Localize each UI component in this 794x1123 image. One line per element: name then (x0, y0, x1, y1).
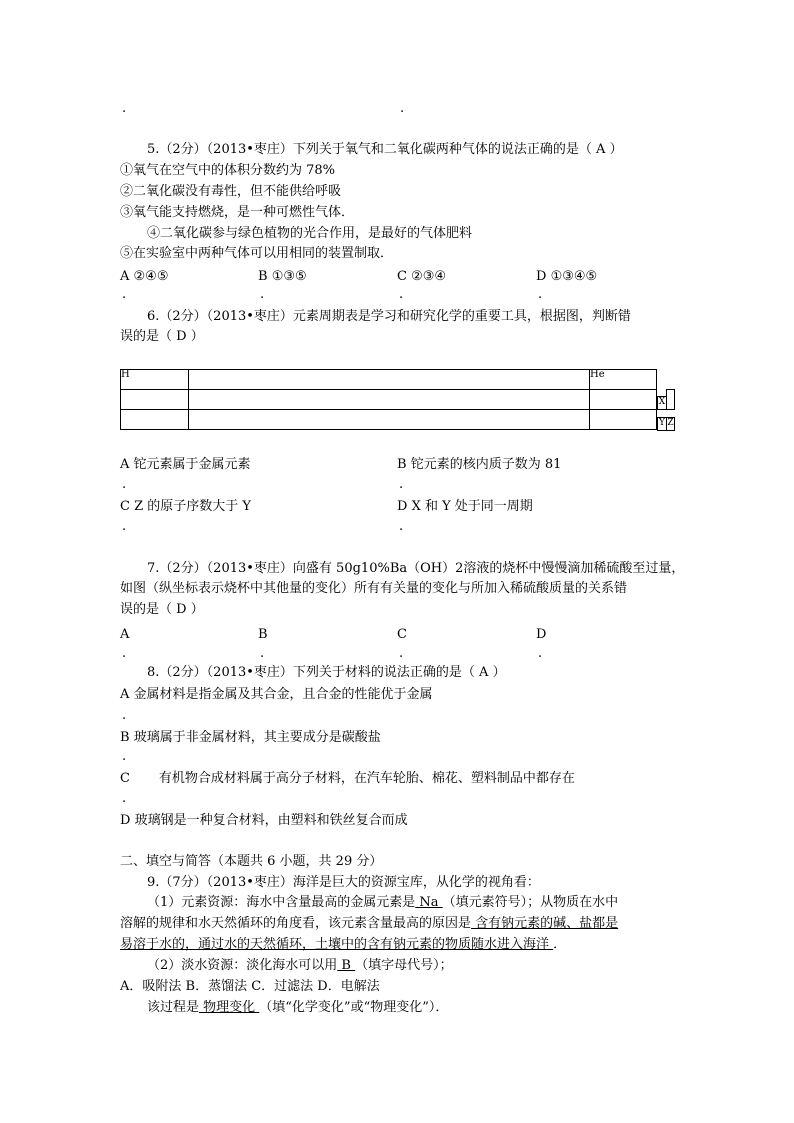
q6-stem: 6.（2分）（2013•枣庄）元素周期表是学习和研究化学的重要工具，根据图，判断错 (147, 309, 631, 324)
option-text: 铊元素的核内质子数为 81 (410, 457, 562, 472)
table-cell-h: H (121, 370, 189, 390)
dot-mark: . (122, 519, 127, 534)
dot-mark: . (399, 519, 404, 534)
option-text: ①③④⑤ (550, 269, 598, 284)
option-text: 金属材料是指金属及其合金，且合金的性能优于金属 (133, 687, 433, 702)
option-letter: D (397, 499, 408, 514)
answer-blank[interactable]: 含有钠元素的碱、盐都是 (471, 916, 619, 931)
q5-statement: ①氧气在空气中的体积分数约为 78% (120, 163, 336, 178)
q7-stem: 7.（2分）（2013•枣庄）向盛有 50g10%Ba（OH）2溶液的烧杯中慢慢滴加稀硫酸至过量， (147, 561, 685, 576)
dot-mark: . (538, 287, 543, 302)
dot-mark: . (399, 287, 404, 302)
q5-statement: ⑤在实验室中两种气体可以用相同的装置制取． (120, 246, 394, 261)
q7-stem: 误的是（ D ） (120, 602, 204, 617)
option-letter: B (258, 269, 268, 284)
option-text: X 和 Y 处于同一周期 (411, 499, 533, 514)
option-text: 玻璃属于非金属材料，其主要成分是碳酸盐 (133, 730, 381, 745)
table-cell-x: X (657, 396, 667, 410)
table-cell-he: He (590, 370, 657, 390)
table-cell-z: Z (666, 417, 675, 431)
q8-option-b[interactable] (120, 730, 381, 746)
option-letter: C (120, 499, 130, 514)
q7-option-c[interactable]: C (397, 627, 407, 642)
q5-statement: ④二氧化碳参与绿色植物的光合作用，是最好的气体肥料 (147, 226, 473, 241)
answer-blank[interactable]: B (337, 958, 356, 973)
dot-mark: . (122, 287, 127, 302)
dot-mark: . (122, 646, 127, 661)
q6-option-a[interactable] (120, 457, 251, 473)
dot-mark: . (400, 101, 405, 116)
answer-blank[interactable]: 物理变化 (199, 1000, 260, 1015)
q9-part1-line2: 溶解的规律和水天然循环的角度看，该元素含量最高的原因是 含有钠元素的碱、盐都是 (120, 916, 619, 931)
option-letter: B (120, 730, 130, 745)
dot-mark: . (122, 477, 127, 492)
q5-statement: ②二氧化碳没有毒性，但不能供给呼吸 (120, 184, 342, 199)
answer-blank[interactable]: 易溶于水的，通过水的天然循环，土壤中的含有钠元素的物质随水进入海洋 (120, 937, 554, 952)
option-text: Z 的原子序数大于 Y (134, 499, 251, 514)
option-letter: A (120, 687, 130, 702)
q7-stem: 如图（纵坐标表示烧杯中其他量的变化）所有有关量的变化与所加入稀硫酸质量的关系错 (120, 581, 628, 596)
q8-option-c[interactable] (120, 771, 575, 787)
q7-option-a[interactable]: A (120, 627, 130, 642)
q5-option-c[interactable] (397, 269, 446, 285)
dot-mark: . (122, 749, 127, 764)
q9-part1-line3: 易溶于水的，通过水的天然循环，土壤中的含有钠元素的物质随水进入海洋 ． (120, 937, 567, 952)
q5-statement: ③氧气能支持燃烧，是一种可燃性气体． (120, 205, 355, 220)
option-letter: C (397, 269, 407, 284)
q8-option-d[interactable] (120, 813, 408, 829)
option-text: ②③④ (411, 269, 447, 284)
answer-blank[interactable]: Na (415, 895, 443, 910)
option-text: ①③⑤ (271, 269, 307, 284)
q9-part2-line1: （2）淡水资源：淡化海水可以用 B （填字母代号）； (147, 958, 453, 973)
dot-mark: . (122, 708, 127, 723)
q9-part2-options: A．吸附法 B．蒸馏法 C．过滤法 D．电解法 (120, 979, 380, 994)
q9-stem: 9.（7分）（2013•枣庄）海洋是巨大的资源宝库，从化学的视角看： (147, 875, 540, 890)
q6-option-d[interactable] (397, 499, 533, 515)
section-heading: 二、填空与简答（本题共 6 小题，共 29 分） (120, 854, 383, 869)
q6-option-c[interactable] (120, 499, 251, 515)
q9-part1-line1: （1）元素资源：海水中含量最高的金属元素是 Na （填元素符号）；从物质在水中 (147, 895, 619, 910)
q6-stem: 误的是（ D ） (120, 329, 204, 344)
q9-part2-line3: 该过程是 物理变化 （填“化学变化”或“物理变化”）． (147, 1000, 449, 1015)
option-letter: C (120, 771, 130, 786)
option-letter: A (120, 457, 130, 472)
q5-option-d[interactable] (536, 269, 597, 285)
option-letter: D (536, 269, 547, 284)
q5-option-a[interactable] (120, 269, 169, 285)
q7-option-b[interactable]: B (258, 627, 268, 642)
dot-mark: . (399, 646, 404, 661)
dot-mark: . (122, 791, 127, 806)
option-text: 铊元素属于金属元素 (133, 457, 251, 472)
q5-stem: 5.（2分）（2013•枣庄）下列关于氧气和二氧化碳两种气体的说法正确的是（ A ） (147, 142, 623, 157)
option-text: 玻璃钢是一种复合材料，由塑料和铁丝复合而成 (134, 813, 408, 828)
q8-stem: 8.（2分）（2013•枣庄）下列关于材料的说法正确的是（ A ） (147, 665, 506, 680)
option-text: ②④⑤ (133, 269, 169, 284)
option-letter: D (120, 813, 131, 828)
dot-mark: . (122, 101, 127, 116)
q7-option-d[interactable]: D (536, 627, 547, 642)
option-letter: B (397, 457, 407, 472)
q5-option-b[interactable] (258, 269, 307, 285)
periodic-table-figure (120, 369, 657, 430)
table-cell-y: Y (657, 417, 667, 431)
option-text: 有机物合成材料属于高分子材料，在汽车轮胎、棉花、塑料制品中都存在 (158, 771, 575, 786)
q8-option-a[interactable] (120, 687, 433, 703)
dot-mark: . (399, 477, 404, 492)
option-letter: A (120, 269, 130, 284)
dot-mark: . (538, 646, 543, 661)
dot-mark: . (260, 646, 265, 661)
q6-option-b[interactable] (397, 457, 561, 473)
dot-mark: . (260, 287, 265, 302)
